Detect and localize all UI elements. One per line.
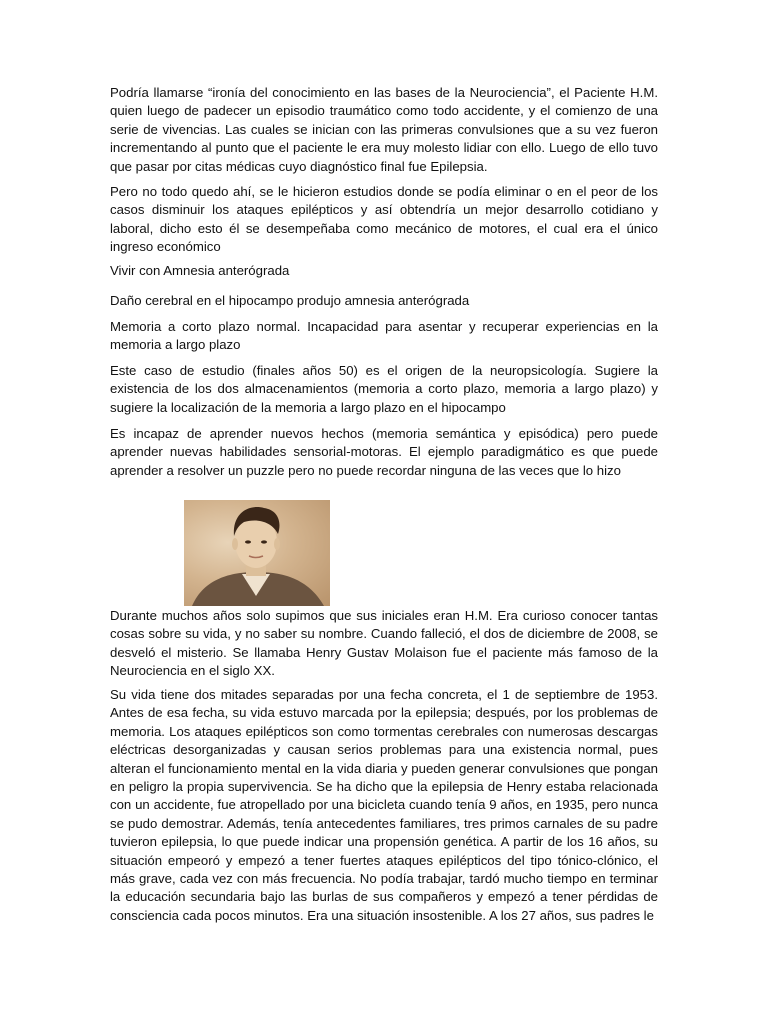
paragraph-intro: Podría llamarse “ironía del conocimiento en las bases de la Neurociencia”, el Paciente H.M. quien luego de padecer un episodio traumático como todo accidente, y el comienzo de una serie de vivencias. Las cuales se inician con las primeras convulsiones que a su vez fueron incrementando al punto que el paciente le era muy molesto lidiar con ello. Luego de ello tuvo que pasar por citas médicas cuyo diagnóstico final fue Epilepsia.	[110, 85, 658, 174]
paragraph-short-term-memory: Memoria a corto plazo normal. Incapacidad para asentar y recuperar experiencias en la memoria a largo plazo	[110, 319, 658, 353]
portrait-figure	[184, 500, 330, 606]
portrait-photo	[184, 500, 330, 606]
paragraph-studies: Pero no todo quedo ahí, se le hicieron estudios donde se podía eliminar o en el peor de los casos disminuir los ataques epilépticos y así obtendría un mejor desarrollo cotidiano y laboral, dicho esto él se desempeñaba como mecánico de motores, el cual era el único ingreso económico	[110, 184, 658, 255]
paragraph-learning: Es incapaz de aprender nuevos hechos (memoria semántica y episódica) pero puede aprender nuevas habilidades sensorial-motoras. El ejemplo paradigmático es que puede aprender a resolver un puzzle pero no puede recordar ninguna de las veces que lo hizo	[110, 426, 658, 478]
paragraph-life-halves: Su vida tiene dos mitades separadas por una fecha concreta, el 1 de septiembre de 1953. Antes de esa fecha, su vida estuvo marcada por la epilepsia; después, por los problemas de memoria. Los ataques epilépticos son como tormentas cerebrales con numerosas descargas eléctricas desorganizadas y causan serios problemas para una existencia normal, pues alteran el funcionamiento mental en la vida diaria y pueden generar convulsiones que pongan en peligro la propia supervivencia. Se ha dicho que la epilepsia de Henry estaba relacionada con un accidente, fue atropellado por una bicicleta cuando tenía 9 años, en 1935, pero nunca se pudo demostrar. Además, tenía antecedentes familiares, tres primos carnales de su padre tuvieron epilepsia, lo que puede indicar una propensión genética. A partir de los 16 años, su situación empeoró y empezó a tener fuertes ataques epilépticos del tipo tónico-clónico, el más grave, cada vez con más frecuencia. No podía trabajar, tardó mucho tiempo en terminar la educación secundaria bajo las burlas de sus compañeros y empezó a tener pérdidas de consciencia cada pocos minutos. Era una situación insostenible. A los 27 años, sus padres le	[110, 687, 658, 923]
paragraph-henry-name: Durante muchos años solo supimos que sus iniciales eran H.M. Era curioso conocer tantas cosas sobre su vida, y no saber su nombre. Cuando falleció, el dos de diciembre de 2008, se desveló el misterio. Se llamaba Henry Gustav Molaison fue el paciente más famoso de la Neurociencia en el siglo XX.	[110, 608, 658, 679]
paragraph-case-origin: Este caso de estudio (finales años 50) es el origen de la neuropsicología. Sugiere la existencia de los dos almacenamientos (memoria a corto plazo, memoria a largo plazo) y sugiere la localización de la memoria a largo plazo en el hipocampo	[110, 363, 658, 415]
paragraph-hippocampus-damage: Daño cerebral en el hipocampo produjo amnesia anterógrada	[110, 293, 470, 308]
heading-amnesia: Vivir con Amnesia anterógrada	[110, 263, 290, 278]
